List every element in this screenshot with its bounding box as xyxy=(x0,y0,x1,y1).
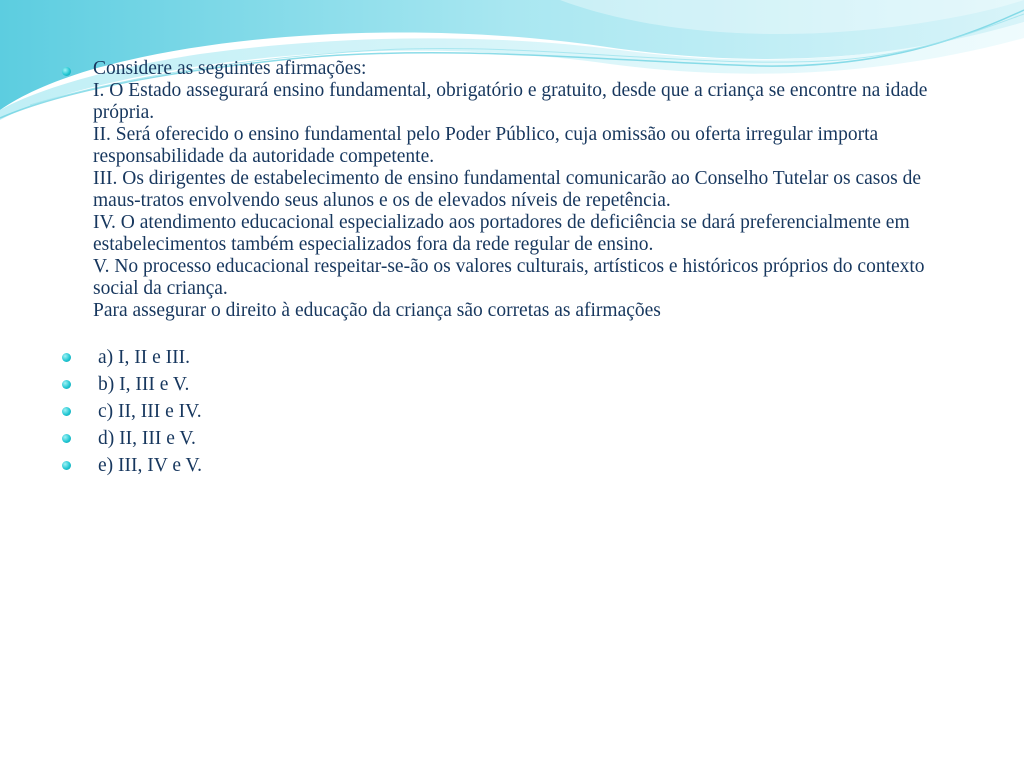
statement-5: V. No processo educacional respeitar-se-ão os valores culturais, artísticos e históricos próprios do contexto social da criança. xyxy=(93,256,925,299)
option-label: e) III, IV e V. xyxy=(98,455,202,476)
option-label: d) II, III e V. xyxy=(98,428,196,449)
bullet-icon xyxy=(62,461,71,470)
bullet-icon xyxy=(62,353,71,362)
option-label: b) I, III e V. xyxy=(98,374,190,395)
slide-content xyxy=(62,58,962,495)
option-label: a) I, II e III. xyxy=(98,347,191,368)
question-block xyxy=(62,58,962,322)
intro-text: Considere as seguintes afirmações: xyxy=(93,58,367,79)
option-d xyxy=(62,425,962,452)
statement-2: II. Será oferecido o ensino fundamental pelo Poder Público, cuja omissão ou oferta irregular importa responsabilidade da autoridade competente. xyxy=(93,124,879,167)
statement-3: III. Os dirigentes de estabelecimento de ensino fundamental comunicarão ao Conselho Tutelar os casos de maus-tratos envolvendo seus alunos e os de elevados níveis de repetência. xyxy=(93,168,921,211)
answer-options xyxy=(62,344,962,479)
question-text: Para assegurar o direito à educação da criança são corretas as afirmações xyxy=(93,300,661,321)
option-b xyxy=(62,371,962,398)
option-a xyxy=(62,344,962,371)
bullet-icon xyxy=(62,67,71,76)
bullet-icon xyxy=(62,407,71,416)
statement-4: IV. O atendimento educacional especializado aos portadores de deficiência se dará preferencialmente em estabelecimentos também especializados fora da rede regular de ensino. xyxy=(93,212,910,255)
bullet-icon xyxy=(62,380,71,389)
option-e xyxy=(62,452,962,479)
option-label: c) II, III e IV. xyxy=(98,401,202,422)
bullet-icon xyxy=(62,434,71,443)
option-c xyxy=(62,398,962,425)
statement-1: I. O Estado assegurará ensino fundamental, obrigatório e gratuito, desde que a criança se encontre na idade própria. xyxy=(93,80,928,123)
